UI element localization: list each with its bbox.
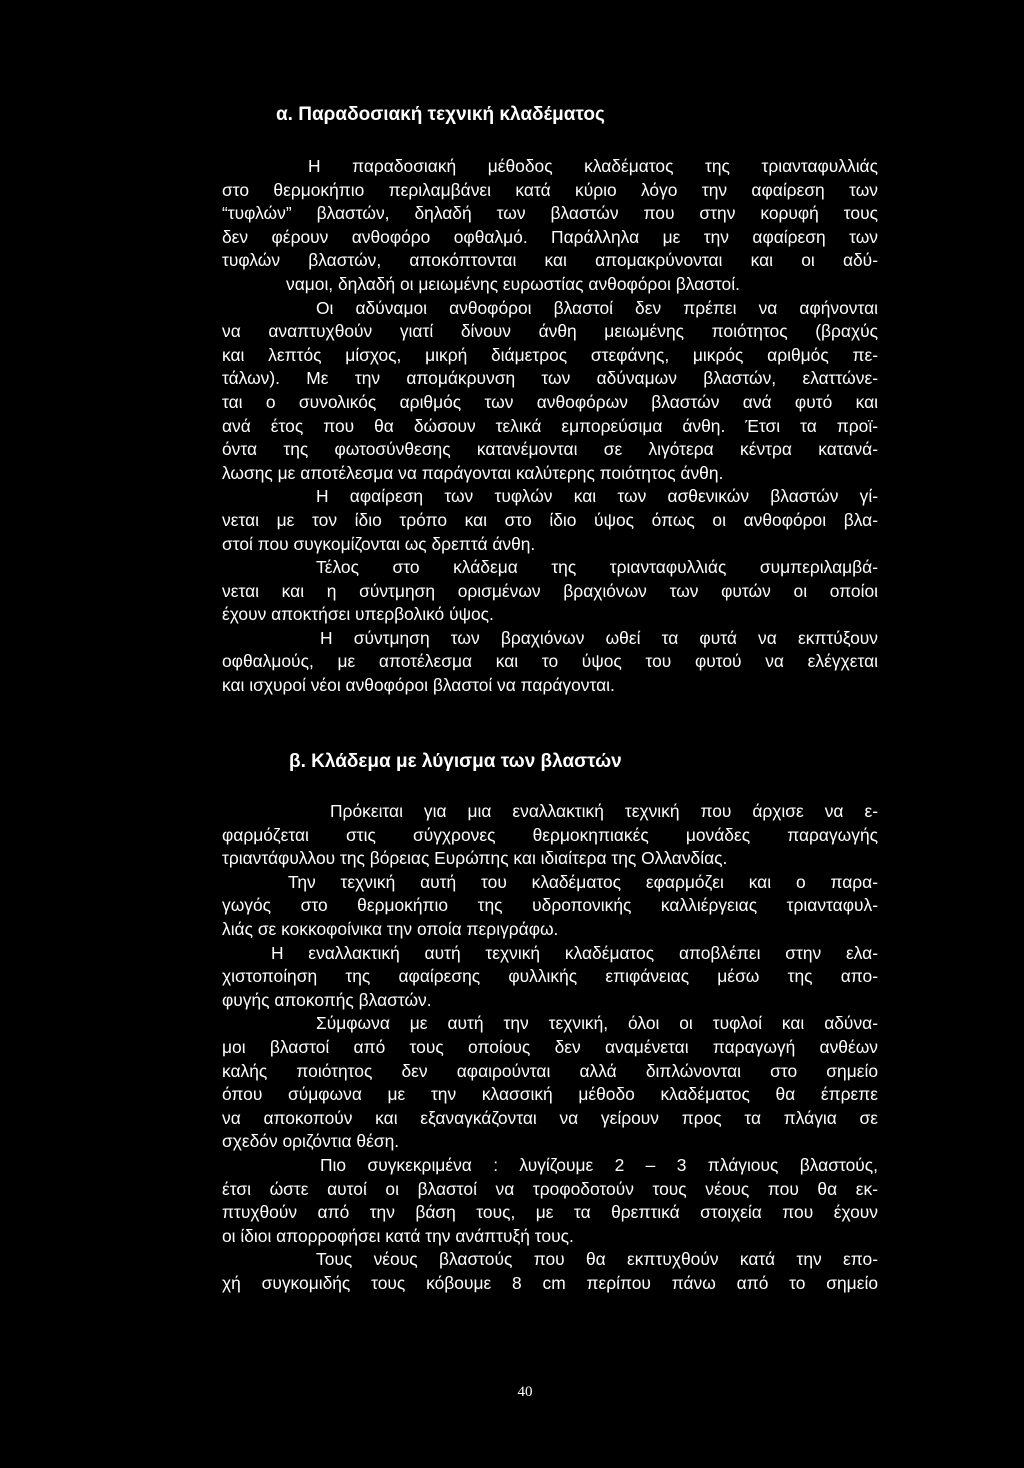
text-line: Οι αδύναμοι ανθοφόροι βλαστοί δεν πρέπει να αφήνονται (316, 297, 878, 318)
text-line: τυφλών βλαστών, αποκόπτονται και απομακρύνονται και οι αδύ- (222, 250, 878, 271)
text-line: στοί που συγκομίζονται ως δρεπτά άνθη. (222, 533, 536, 554)
section-heading-b: β. Κλάδεμα με λύγισμα των βλαστών (289, 751, 622, 772)
text-line: “τυφλών” βλαστών, δηλαδή των βλαστών που στην κορυφή τους (222, 203, 878, 224)
text-line: λιάς σε κοκκοφοίνικα την οποία περιγράφω. (222, 918, 559, 939)
text-line: Την τεχνική αυτή του κλαδέματος εφαρμόζει και ο παρα- (288, 871, 878, 892)
text-line: να αποκοπούν και εξαναγκάζονται να γείρουν προς τα πλάγια σε (222, 1107, 878, 1128)
text-line: οι ίδιοι απορροφήσει κατά την ανάπτυξή τους. (222, 1225, 574, 1246)
text-line: και λεπτός μίσχος, μικρή διάμετρος στεφάνης, μικρός αριθμός πε- (222, 344, 878, 365)
page-number: 40 (517, 1384, 533, 1400)
text-line: χιστοποίηση της αφαίρεσης φυλλικής επιφάνειας μέσω της απο- (222, 966, 878, 987)
text-line: Πρόκειται για μια εναλλακτική τεχνική που άρχισε να ε- (330, 801, 878, 821)
text-line: ναμοι, δηλαδή οι μειωμένης ευρωστίας ανθοφόροι βλαστοί. (286, 273, 740, 294)
text-line: λωσης με αποτέλεσμα να παράγονται καλύτερης ποιότητος άνθη. (222, 462, 724, 483)
text-line: και ισχυροί νέοι ανθοφόροι βλαστοί να παράγονται. (222, 675, 615, 696)
text-line: στο θερμοκήπιο περιλαμβάνει κατά κύριο λόγο την αφαίρεση των (222, 179, 878, 200)
text-line: τάλων). Με την απομάκρυνση των αδύναμων βλαστών, ελαττώνε- (222, 368, 878, 389)
text-line: νεται με τον ίδιο τρόπο και στο ίδιο ύψος όπως οι ανθοφόροι βλα- (222, 509, 878, 530)
text-line: φυγής αποκοπής βλαστών. (222, 989, 432, 1010)
text-line: χή συγκομιδής τους κόβουμε 8 cm περίπου πάνω από το σημείο (222, 1272, 878, 1293)
text-line: ανά έτος που θα δώσουν τελικά εμπορεύσιμα άνθη. Έτσι τα προϊ- (222, 415, 878, 436)
text-line: Η εναλλακτική αυτή τεχνική κλαδέματος αποβλέπει στην ελα- (271, 942, 878, 963)
text-line: φαρμόζεται στις σύγχρονες θερμοκηπιακές μονάδες παραγωγής (222, 824, 878, 845)
section-heading-a: α. Παραδοσιακή τεχνική κλαδέματος (276, 104, 605, 125)
text-line: πτυχθούν από την βάση τους, με τα θρεπτικά στοιχεία που έχουν (222, 1202, 878, 1223)
text-line: Η σύντμηση των βραχιόνων ωθεί τα φυτά να εκπτύξουν (320, 627, 878, 648)
text-line: Τέλος στο κλάδεμα της τριανταφυλλιάς συμπεριλαμβά- (316, 557, 878, 578)
text-line: μοι βλαστοί από τους οποίους δεν αναμένεται παραγωγή ανθέων (222, 1036, 878, 1057)
section-b-body (222, 800, 878, 1295)
text-line: νεται και η σύντμηση ορισμένων βραχιόνων των φυτών οι οποίοι (222, 580, 878, 601)
text-line: όπου σύμφωνα με την κλασσική μέθοδο κλαδέματος θα έπρεπε (222, 1084, 878, 1105)
text-line: να αναπτυχθούν γιατί δίνουν άνθη μειωμένης ποιότητος (βραχύς (222, 321, 878, 342)
text-line: Τους νέους βλαστούς που θα εκπτυχθούν κατά την επο- (316, 1249, 878, 1270)
text-line: έχουν αποκτήσει υπερβολικό ύψος. (222, 604, 494, 625)
section-a-body (222, 155, 878, 698)
text-line: όντα της φωτοσύνθεσης κατανέμονται σε λιγότερα κέντρα κατανά- (222, 439, 878, 460)
text-line: γωγός στο θερμοκήπιο της υδροπονικής καλλιέργειας τριανταφυλ- (222, 895, 878, 916)
text-line: σχεδόν οριζόντια θέση. (222, 1131, 400, 1152)
text-line: τριαντάφυλλου της βόρειας Ευρώπης και ιδιαίτερα της Ολλανδίας. (222, 848, 728, 869)
text-line: Η αφαίρεση των τυφλών και των ασθενικών βλαστών γί- (316, 486, 878, 507)
text-line: Σύμφωνα με αυτή την τεχνική, όλοι οι τυφλοί και αδύνα- (316, 1013, 878, 1034)
text-line: δεν φέρουν ανθοφόρο οφθαλμό. Παράλληλα με την αφαίρεση των (222, 226, 878, 247)
text-line: καλής ποιότητος δεν αφαιρούνται αλλά διπλώνονται στο σημείο (222, 1060, 878, 1081)
text-line: Πιο συγκεκριμένα : λυγίζουμε 2 – 3 πλάγιους βλαστούς, (320, 1154, 878, 1175)
text-line: Η παραδοσιακή μέθοδος κλαδέματος της τριανταφυλλιάς (308, 156, 878, 176)
text-line: έτσι ώστε αυτοί οι βλαστοί να τροφοδοτούν τους νέους που θα εκ- (222, 1178, 878, 1199)
text-line: οφθαλμούς, με αποτέλεσμα και το ύψος του φυτού να ελέγχεται (222, 651, 878, 672)
text-line: ται ο συνολικός αριθμός των ανθοφόρων βλαστών ανά φυτό και (222, 391, 878, 412)
